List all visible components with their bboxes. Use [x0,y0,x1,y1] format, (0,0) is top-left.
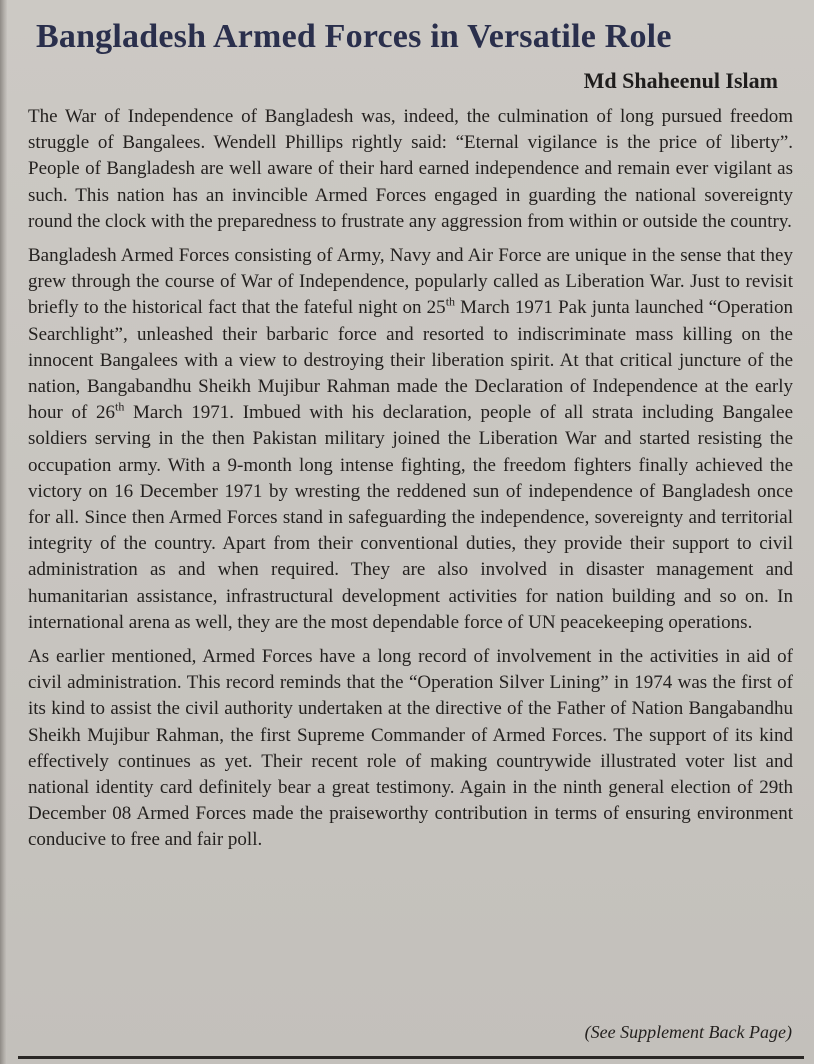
paragraph-2-part-3: March 1971. Imbued with his declaration, people of all strata including Bangalee soldiers serving in the then Pakistan military joined the Liberation War and started resisting the occupation army. With a 9-month long intense fighting, the freedom fighters finally achieved the victory on 16 December 1971 by wresting the reddened sun of independence of Bangladesh once for all. Since then Armed Forces stand in safeguarding the independence, sovereignty and territorial integrity of the country. Apart from their conventional duties, they provide their support to civil administration as and when required. They are also involved in disaster management and humanitarian assistance, infrastructural development activities for nation building and so on. In international arena as well, they are the most dependable force of UN peacekeeping operations. [28,402,793,633]
article-body [28,104,793,862]
page-edge-shadow [0,0,7,1064]
paragraph-2-part-1: Bangladesh Armed Forces consisting of Army, Navy and Air Force are unique in the sense that they grew through the course of War of Independence, popularly called as Liberation War. Just to revisit briefly to the historical fact that the fateful night on 25 [28,245,793,319]
bottom-divider [18,1056,804,1059]
ordinal-suffix-26: th [115,399,125,414]
article-title: Bangladesh Armed Forces in Versatile Role [36,18,672,55]
paragraph-3: As earlier mentioned, Armed Forces have a long record of involvement in the activities in aid of civil administration. This record reminds that the “Operation Silver Lining” in 1974 was the first of its kind to assist the civil authority undertaken at the directive of the Father of Nation Bangabandhu Sheikh Mujibur Rahman, the first Supreme Commander of Armed Forces. The support of its kind effectively continues as yet. Their recent role of making countrywide illustrated voter list and national identity card definitely bear a great testimony. Again in the ninth general election of 29th December 08 Armed Forces made the praiseworthy contribution in terms of ensuring environment conducive to free and fair poll. [28,646,793,851]
article-author: Md Shaheenul Islam [583,68,778,93]
paragraph-2 [28,243,793,636]
paragraph-2-part-2: March 1971 Pak junta launched “Operation Searchlight”, unleashed their barbaric force and resorted to indiscriminate mass killing on the innocent Bangalees with a view to destroying their liberation spirit. At that critical juncture of the nation, Bangabandhu Sheikh Mujibur Rahman made the Declaration of Independence at the early hour of 26 [28,297,794,424]
continuation-note: (See Supplement Back Page) [584,1022,792,1042]
ordinal-suffix-25: th [445,295,456,310]
paragraph-1: The War of Independence of Bangladesh was, indeed, the culmination of long pursued freedom struggle of Bangalees. Wendell Phillips rightly said: “Eternal vigilance is the price of liberty”. People of Bangladesh are well aware of their hard earned independence and remain ever vigilant as such. This nation has an invincible Armed Forces engaged in guarding the national sovereignty round the clock with the preparedness to frustrate any aggression from within or outside the country. [28,106,793,232]
